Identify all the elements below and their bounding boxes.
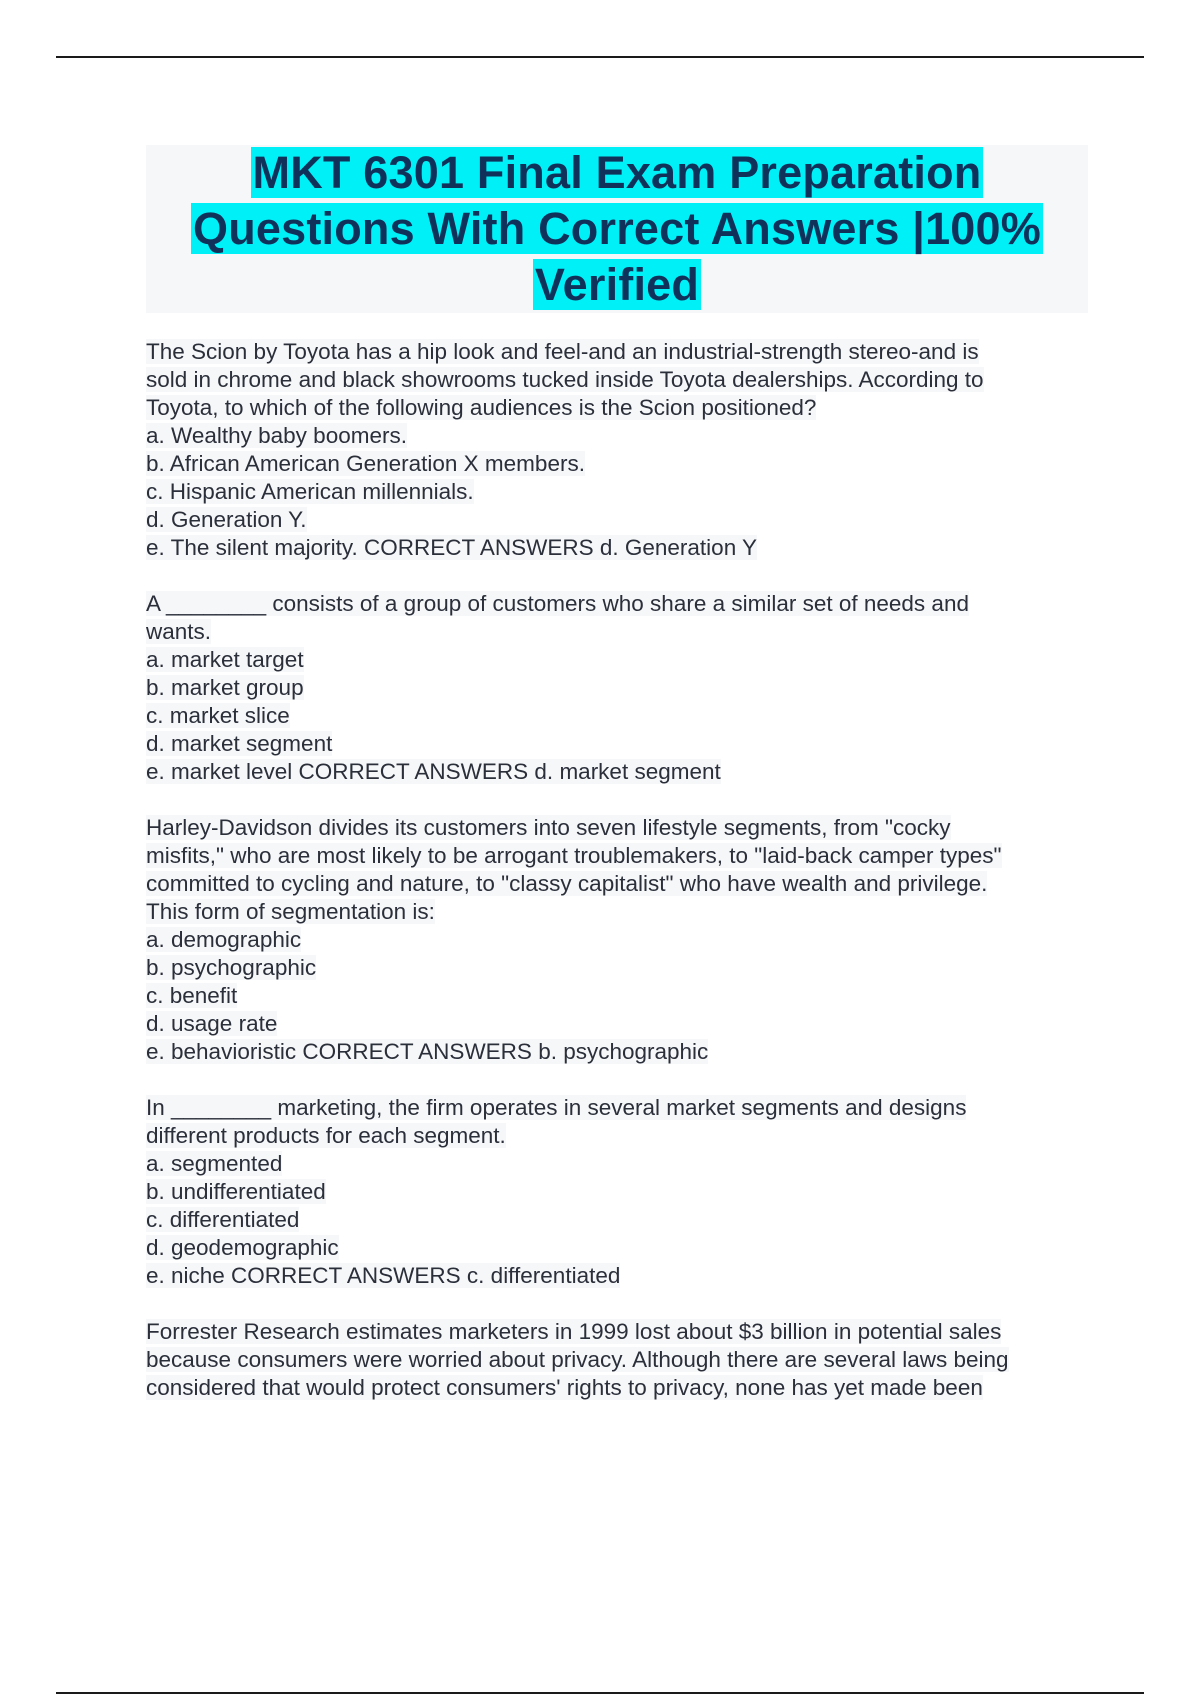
question-line: considered that would protect consumers' rights to privacy, none has yet made been (146, 1375, 983, 1400)
title-line (146, 201, 1088, 257)
title-text: Verified (534, 259, 700, 310)
answer-option: c. Hispanic American millennials. (146, 479, 474, 504)
answer-option-with-correct-answer: e. behavioristic CORRECT ANSWERS b. psychographic (146, 1039, 709, 1064)
answer-option: d. geodemographic (146, 1235, 339, 1260)
footer-rule (56, 1692, 1144, 1694)
answer-option: a. segmented (146, 1151, 283, 1176)
answer-option: a. market target (146, 647, 304, 672)
answer-option: b. psychographic (146, 955, 317, 980)
question-line: different products for each segment. (146, 1123, 506, 1148)
question-line: sold in chrome and black showrooms tucked inside Toyota dealerships. According to (146, 367, 984, 392)
question-block (146, 1094, 1096, 1290)
question-line: committed to cycling and nature, to "classy capitalist" who have wealth and privilege. (146, 871, 988, 896)
title-text: Questions With Correct Answers |100% (193, 203, 1041, 254)
title-line (146, 145, 1088, 201)
question-block (146, 814, 1096, 1066)
answer-option-with-correct-answer: e. niche CORRECT ANSWERS c. differentiated (146, 1263, 621, 1288)
answer-option: c. differentiated (146, 1207, 300, 1232)
answer-option: a. Wealthy baby boomers. (146, 423, 407, 448)
question-block (146, 338, 1096, 562)
header-rule (56, 56, 1144, 58)
answer-option: d. market segment (146, 731, 333, 756)
title-line (146, 257, 1088, 313)
answer-option: d. Generation Y. (146, 507, 307, 532)
answer-option: d. usage rate (146, 1011, 278, 1036)
question-line: Forrester Research estimates marketers in 1999 lost about $3 billion in potential sales (146, 1319, 1002, 1344)
question-block (146, 1318, 1096, 1402)
title-text: MKT 6301 Final Exam Preparation (252, 147, 982, 198)
question-line: A ________ consists of a group of customers who share a similar set of needs and (146, 591, 969, 616)
answer-option: c. market slice (146, 703, 290, 728)
question-line: because consumers were worried about privacy. Although there are several laws being (146, 1347, 1009, 1372)
question-line: This form of segmentation is: (146, 899, 435, 924)
question-line: Harley-Davidson divides its customers into seven lifestyle segments, from "cocky (146, 815, 951, 840)
answer-option-with-correct-answer: e. market level CORRECT ANSWERS d. market segment (146, 759, 721, 784)
answer-option: b. undifferentiated (146, 1179, 326, 1204)
question-line: The Scion by Toyota has a hip look and feel-and an industrial-strength stereo-and is (146, 339, 979, 364)
question-line: Toyota, to which of the following audiences is the Scion positioned? (146, 395, 817, 420)
document-title (146, 145, 1088, 313)
question-line: In ________ marketing, the firm operates in several market segments and designs (146, 1095, 967, 1120)
question-line: misfits," who are most likely to be arrogant troublemakers, to "laid-back camper types" (146, 843, 1002, 868)
answer-option: c. benefit (146, 983, 238, 1008)
questions-list (146, 338, 1096, 1430)
question-block (146, 590, 1096, 786)
answer-option-with-correct-answer: e. The silent majority. CORRECT ANSWERS d. Generation Y (146, 535, 758, 560)
answer-option: a. demographic (146, 927, 302, 952)
answer-option: b. market group (146, 675, 304, 700)
answer-option: b. African American Generation X members. (146, 451, 585, 476)
question-line: wants. (146, 619, 212, 644)
